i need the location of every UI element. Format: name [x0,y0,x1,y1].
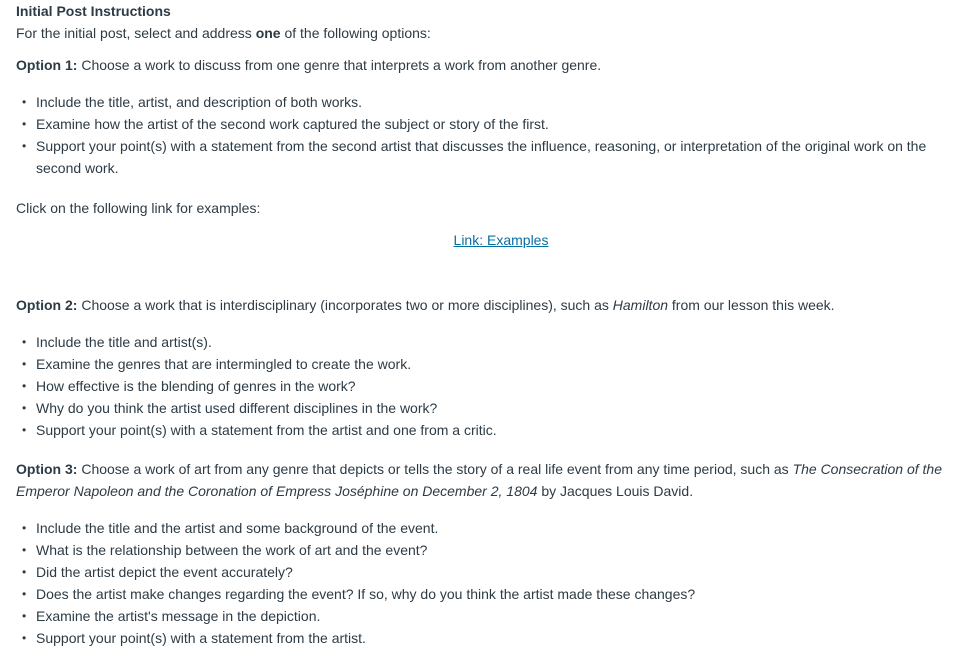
option-1-text: Choose a work to discuss from one genre that interprets a work from another genre. [77,57,602,73]
list-item: • Include the title and the artist and some background of the event. [36,517,958,539]
list-item: • Examine how the artist of the second work captured the subject or story of the first. [36,113,958,135]
option-3-bullets [16,517,958,649]
list-item: • Does the artist make changes regarding the event? If so, why do you think the artist made these changes? [36,583,958,605]
list-item: • What is the relationship between the work of art and the event? [36,539,958,561]
option-3-label: Option 3: [16,461,78,477]
option-3-description [16,458,958,502]
intro-after: of the following options: [280,25,431,41]
list-item: • Did the artist depict the event accurately? [36,561,958,583]
option-2-bullets [16,331,958,441]
examples-link-row [16,229,958,251]
option-3-text-before: Choose a work of art from any genre that depicts or tells the story of a real life event from any time period, such as [77,461,793,477]
page-title: Initial Post Instructions [16,3,171,19]
list-item: • Support your point(s) with a statement from the artist. [36,627,958,649]
option-2-label: Option 2: [16,297,78,313]
list-item: • Include the title and artist(s). [36,331,958,353]
option-3-italic-title: The Consecration of the Emperor Napoleon and the Coronation of Empress Joséphine on December 2, 1804 [16,461,942,499]
option-1-bullets [16,91,958,179]
intro-text [16,22,958,44]
option-2-text-before: Choose a work that is interdisciplinary (incorporates two or more disciplines), such as [77,297,613,313]
intro-before: For the initial post, select and address [16,25,256,41]
intro-bold: one [255,25,281,41]
list-item: • Examine the genres that are intermingled to create the work. [36,353,958,375]
list-item: • Why do you think the artist used different disciplines in the work? [36,397,958,419]
examples-link[interactable]: Link: Examples [453,232,549,248]
list-item: • Include the title, artist, and description of both works. [36,91,958,113]
list-item: • Examine the artist's message in the depiction. [36,605,958,627]
option-1-label: Option 1: [16,57,78,73]
list-item: • Support your point(s) with a statement from the second artist that discusses the influence, reasoning, or interpretation of the original work on the second work. [36,135,958,179]
option-1-description [16,54,958,76]
examples-prompt: Click on the following link for examples: [16,200,261,216]
option-2-italic-title: Hamilton [612,297,669,313]
option-2-description [16,294,958,316]
list-item: • How effective is the blending of genres in the work? [36,375,958,397]
option-3-text-after: by Jacques Louis David. [537,483,694,499]
option-2-text-after: from our lesson this week. [668,297,835,313]
list-item: • Support your point(s) with a statement from the artist and one from a critic. [36,419,958,441]
